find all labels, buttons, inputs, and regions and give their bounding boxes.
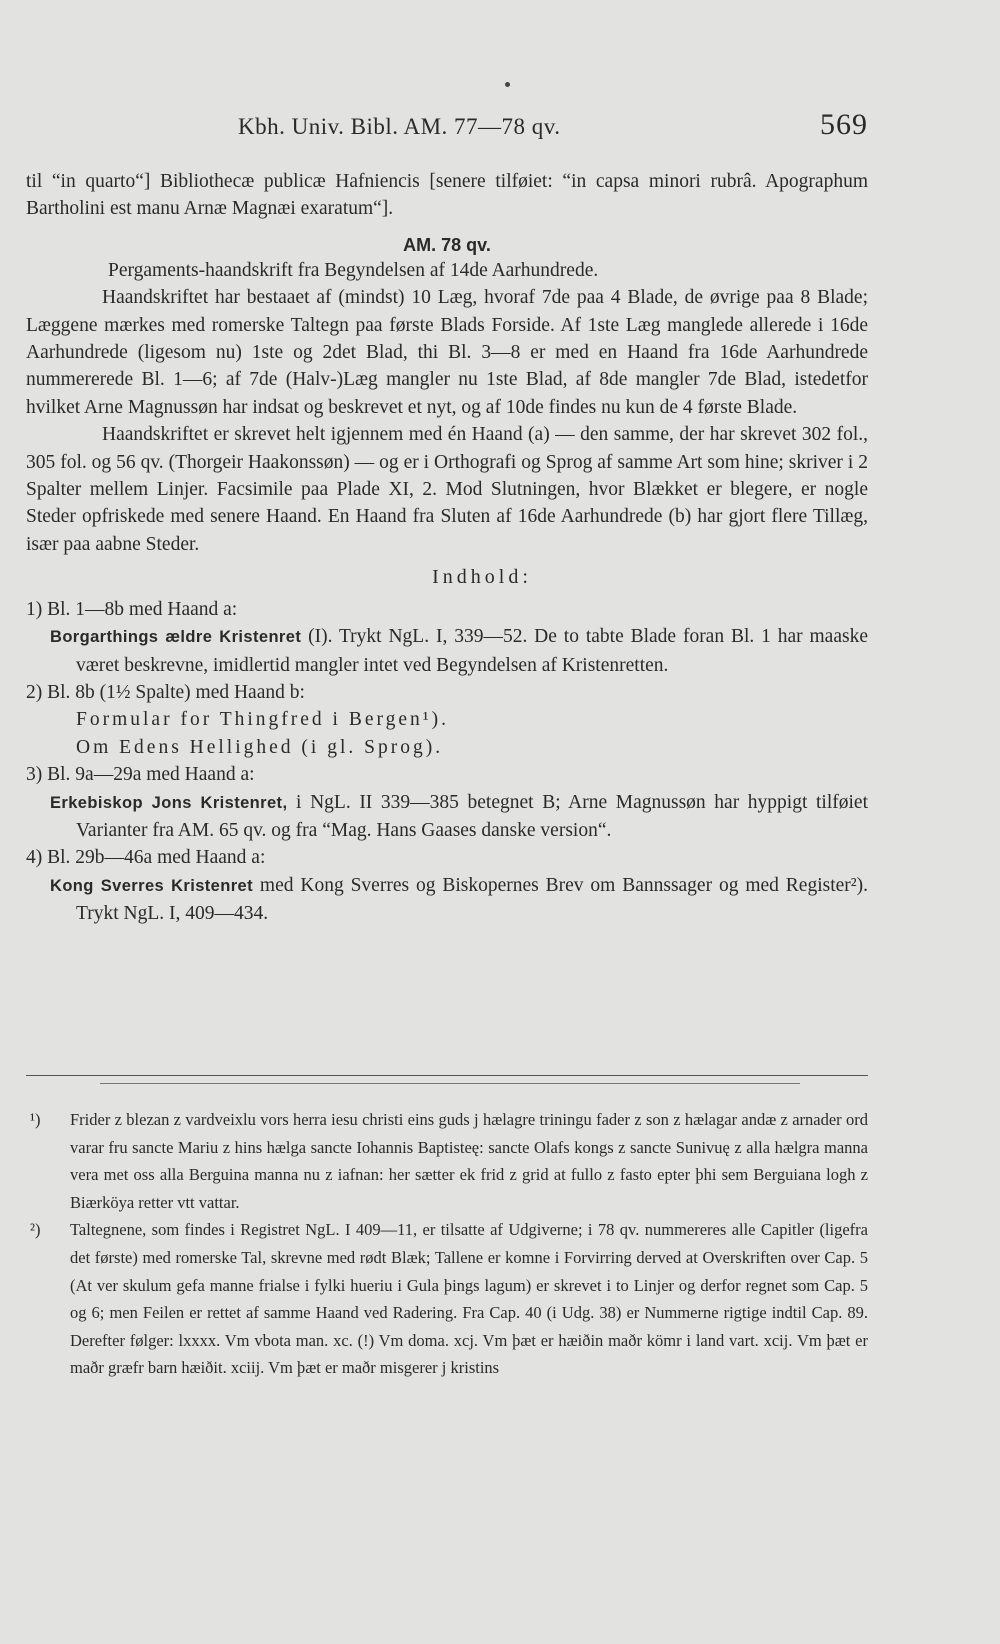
footnote-1 — [26, 1106, 868, 1216]
item-head: 1) Bl. 1—8b med Haand a: — [26, 598, 238, 620]
item-body — [26, 872, 868, 928]
footnote-divider — [26, 1075, 868, 1076]
contents-title: Indhold: — [432, 566, 532, 589]
footnote-mark: ²) — [30, 1220, 41, 1240]
footnotes — [26, 1106, 868, 1382]
contents-item — [26, 761, 868, 844]
contents-item — [26, 596, 868, 679]
item-text: i NgL. II 339—385 betegnet B; Arne Magnussøn har hyppigt tilføiet Varianter fra AM. 65 qv. og fra “Mag. Hans Gaases danske version“. — [76, 791, 868, 841]
item-line: Om Edens Hellighed (i gl. Sprog). — [76, 736, 444, 758]
item-head: 3) Bl. 9a—29a med Haand a: — [26, 764, 255, 786]
contents-item — [26, 679, 868, 761]
footnote-mark: ¹) — [30, 1110, 41, 1129]
item-head: 2) Bl. 8b (1½ Spalte) med Haand b: — [26, 681, 305, 703]
footnote-text: Frider z blezan z vardveixlu vors herra iesu christi eins guds j hælagre triningu fader z son z hælagar andæ z arnader ord varar fru sancte Mariu z hins hælga sancte Iohannis Baptisteę: sancte Olafs kongs z sancte Sunivuę z alla hælgra manna vera met oss alla Berguina manna nu z iafnan: her sætter ek frid z grid at fullo z fasto epter þhi sem Berguiana logh z Biærköya retter vtt vattar. — [70, 1110, 868, 1212]
section-heading: AM. 78 qv. — [403, 234, 491, 255]
item-body — [26, 623, 868, 679]
item-title: Borgarthings ældre Kristenret — [50, 628, 302, 647]
item-line: Formular for Thingfred i Bergen¹). — [76, 709, 450, 731]
footnote-2 — [26, 1216, 868, 1382]
footnote-text: Taltegnene, som findes i Registret NgL. I 409—11, er tilsatte af Udgiverne; i 78 qv. nummereres alle Capitler (ligefra det første) med romerske Tal, skrevne med rødt Blæk; Tallene er komne i Forvirring derved at Overskriften over Cap. 5 (At ver skulum gefa manne frialse i fylki hueriu i Gula þings lagum) er skrevet i to Linjer og derfor regnet som Cap. 5 og 6; men Feilen er rettet af samme Haand ved Radering. Fra Cap. 40 (i Udg. 38) er Nummerne rigtige indtil Cap. 89. Derefter følger: lxxxx. Vm vbota man. xc. (!) Vm doma. xcj. Vm þæt er hæiðin maðr kömr i land vart. xcij. Vm þæt er maðr græfr barn hæiðit. xciij. Vm þæt er maðr misgerer j kristins — [70, 1220, 868, 1378]
section-subtitle: Pergaments-haandskrift fra Begyndelsen af 14de Aarhundrede. — [108, 259, 599, 281]
description-paragraph-2: Haandskriftet er skrevet helt igjennem med én Haand (a) — den samme, der har skrevet 302 fol., 305 fol. og 56 qv. (Thorgeir Haakonssøn) — og er i Orthografi og Sprog af samme Art som hine; skriver i 2 Spalter mellem Linjer. Facsimile paa Plade XI, 2. Mod Slutningen, hvor Blækket er blegere, er nogle Steder opfriskede med senere Haand. En Haand fra Sluten af 16de Aarhundrede (b) har gjort flere Tillæg, især paa aabne Steder. — [26, 424, 868, 555]
description-paragraph-1: Haandskriftet har bestaaet af (mindst) 10 Læg, hvoraf 7de paa 4 Blade, de øvrige paa 8 Blade; Læggene mærkes med romerske Taltegn paa første Blads Forside. Af 1ste Læg manglede allerede i 16de Aarhundrede (ligesom nu) 1ste og 2det Blad, thi Bl. 3—8 er med en Haand fra 16de Aarhundrede nummererede Bl. 1—6; af 7de (Halv-)Læg mangler nu 1ste Blad, af 8de mangler 7de Blad, istedetfor hvilket Arne Magnussøn har indsat og beskrevet et nyt, og af 10de findes nu kun de 4 første Blade. — [26, 287, 868, 418]
intro-paragraph: til “in quarto“] Bibliothecæ publicæ Hafniencis [senere tilføiet: “in capsa minori rubrâ. Apographum Bartholini est manu Arnæ Magnæi exaratum“]. — [26, 171, 868, 220]
footnote-divider-thin — [100, 1083, 800, 1084]
item-title: Kong Sverres Kristenret — [50, 876, 254, 895]
item-title: Erkebiskop Jons Kristenret, — [50, 793, 288, 812]
item-head: 4) Bl. 29b—46a med Haand a: — [26, 847, 266, 869]
page-number: 569 — [820, 108, 868, 141]
item-body — [26, 789, 868, 845]
running-header — [26, 108, 868, 144]
contents-item — [26, 844, 868, 927]
item-text: (I). Trykt NgL. I, 339—52. De to tabte Blade foran Bl. 1 har maaske været beskrevne, imidlertid mangler intet ved Begyndelsen af Kristenretten. — [76, 626, 868, 676]
running-title: Kbh. Univ. Bibl. AM. 77—78 qv. — [238, 114, 561, 139]
main-text — [26, 168, 868, 928]
item-text: med Kong Sverres og Biskopernes Brev om Bannssager og med Register²). Trykt NgL. I, 409—434. — [76, 874, 869, 925]
print-speck — [505, 82, 510, 87]
